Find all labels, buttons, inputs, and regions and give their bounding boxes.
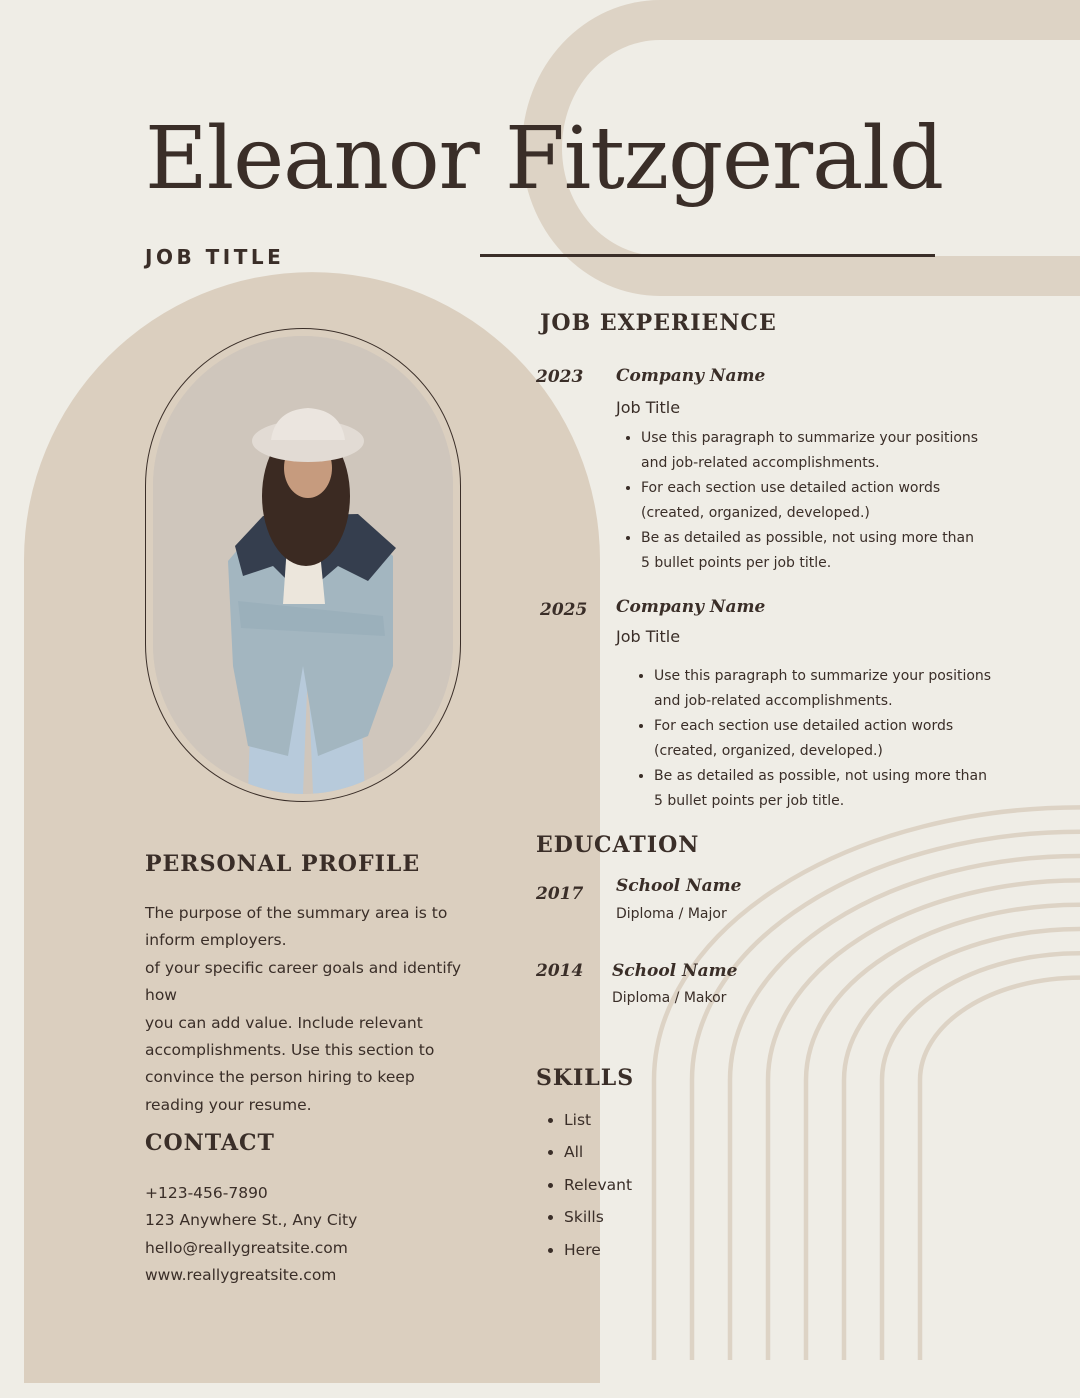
profile-heading: PERSONAL PROFILE: [145, 851, 421, 877]
skill-item: • Here: [564, 1234, 632, 1266]
rainbow-arc: [882, 953, 1080, 1360]
skill-item: • Relevant: [564, 1169, 632, 1201]
contact-website[interactable]: www.reallygreatsite.com: [145, 1266, 337, 1285]
title-divider: [480, 254, 935, 257]
profile-line: convince the person hiring to keep: [145, 1068, 415, 1087]
skills-heading: SKILLS: [536, 1065, 635, 1091]
experience-1-bullets: [616, 426, 986, 576]
experience-2-year: 2025: [540, 600, 588, 620]
skill-item: • Skills: [564, 1201, 632, 1233]
skill-item: • List: [564, 1104, 632, 1136]
profile-line: reading your resume.: [145, 1095, 312, 1114]
education-1-degree: Diploma / Major: [616, 906, 727, 922]
rainbow-arc: [920, 978, 1080, 1360]
list-item: • Be as detailed as possible, not using more than 5 bullet points per job title.: [654, 764, 999, 814]
profile-line: of your specific career goals and identify: [145, 958, 462, 977]
list-item: • Be as detailed as possible, not using more than 5 bullet points per job title.: [641, 526, 986, 576]
contact-email[interactable]: hello@reallygreatsite.com: [145, 1238, 348, 1257]
education-1-year: 2017: [536, 884, 584, 904]
profile-line: accomplishments. Use this section to: [145, 1041, 435, 1060]
job-experience-heading: JOB EXPERIENCE: [540, 310, 777, 336]
rainbow-arc: [806, 905, 1080, 1360]
profile-line: inform employers.: [145, 931, 287, 950]
experience-2-bullets: [629, 664, 999, 814]
profile-line: you can add value. Include relevant: [145, 1013, 423, 1032]
job-title: JOB TITLE: [145, 245, 285, 269]
rainbow-arc: [844, 929, 1080, 1360]
contact-address: 123 Anywhere St., Any City: [145, 1211, 358, 1230]
candidate-name: Eleanor Fitzgerald: [145, 109, 943, 209]
education-2-year: 2014: [536, 961, 584, 981]
education-2-degree: Diploma / Makor: [612, 990, 727, 1006]
rainbow-arc: [692, 832, 1080, 1360]
profile-line: how: [145, 986, 177, 1005]
contact-details: [145, 1180, 357, 1290]
profile-text: [145, 900, 475, 1119]
profile-photo: [153, 336, 453, 794]
skill-item: • All: [564, 1136, 632, 1168]
experience-1-role: Job Title: [616, 398, 681, 417]
rainbow-arc: [768, 880, 1080, 1360]
experience-1-year: 2023: [536, 367, 584, 387]
education-1-school: School Name: [616, 876, 742, 896]
list-item: • Use this paragraph to summarize your positions and job-related accomplishments.: [654, 664, 999, 714]
experience-2-company: Company Name: [616, 597, 766, 617]
education-heading: EDUCATION: [536, 832, 700, 858]
contact-phone: +123-456-7890: [145, 1184, 268, 1202]
list-item: • Use this paragraph to summarize your positions and job-related accomplishments.: [641, 426, 986, 476]
list-item: • For each section use detailed action words (created, organized, developed.): [641, 476, 986, 526]
experience-1-company: Company Name: [616, 366, 766, 386]
list-item: • For each section use detailed action words (created, organized, developed.): [654, 714, 999, 764]
contact-heading: CONTACT: [145, 1130, 275, 1156]
skills-list: [536, 1104, 632, 1266]
profile-line: The purpose of the summary area is to: [145, 904, 448, 922]
education-2-school: School Name: [612, 961, 738, 981]
experience-2-role: Job Title: [616, 627, 681, 646]
